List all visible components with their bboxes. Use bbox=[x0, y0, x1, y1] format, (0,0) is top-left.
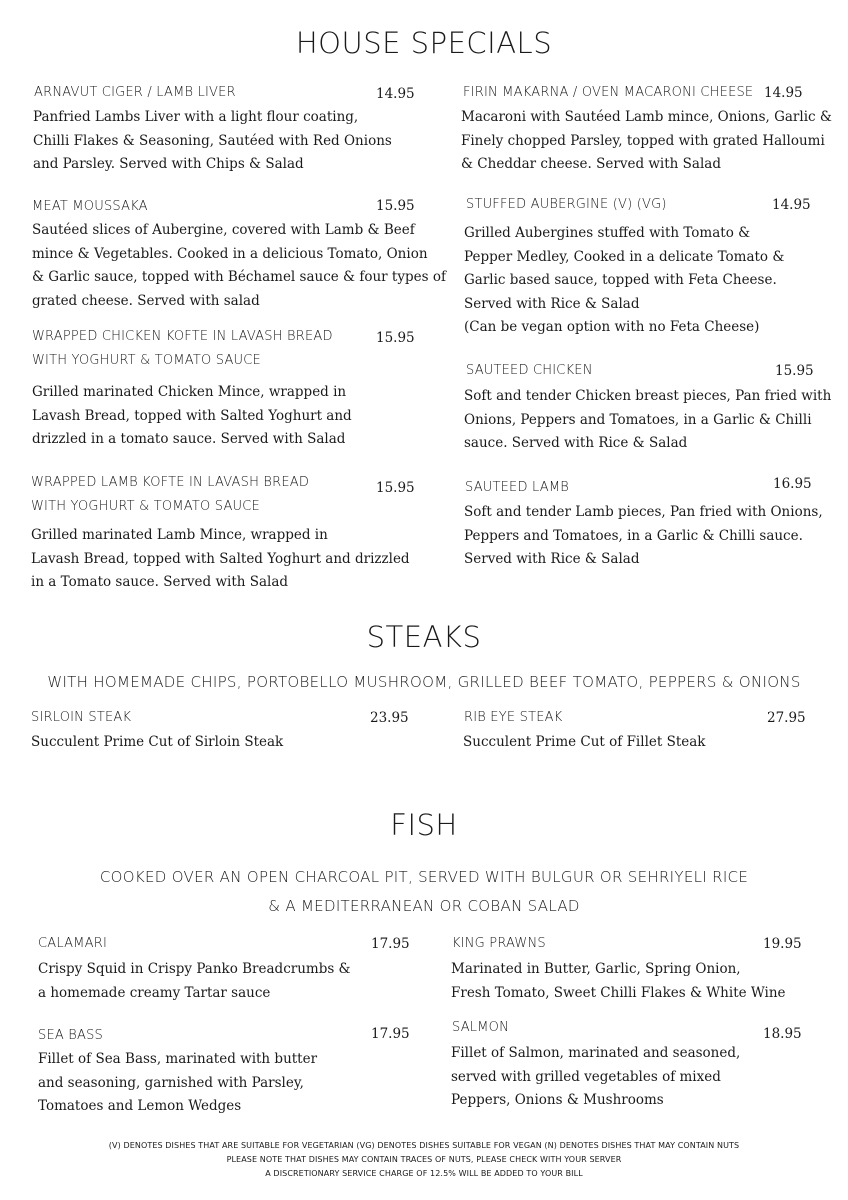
house-specials-title: HOUSE SPECIALS bbox=[295, 26, 553, 60]
footer-notes bbox=[0, 1139, 848, 1181]
steaks-title: STEAKS bbox=[366, 620, 482, 654]
price-lamb-kofte: 15.95 bbox=[376, 480, 415, 496]
dish-name-rib-eye-steak: RIB EYE STEAK bbox=[464, 710, 563, 725]
desc-sirloin-steak: Succulent Prime Cut of Sirloin Steak bbox=[31, 734, 284, 750]
dish-name-chicken-kofte: WRAPPED CHICKEN KOFTE IN LAVASH BREAD WITH YOGHURT & TOMATO SAUCE bbox=[32, 329, 333, 368]
desc-chicken-kofte: Grilled marinated Chicken Mince, wrapped in Lavash Bread, topped with Salted Yoghurt and drizzled in a tomato sauce. Served with Salad bbox=[32, 384, 352, 447]
price-calamari: 17.95 bbox=[371, 936, 410, 952]
price-meat-moussaka: 15.95 bbox=[376, 198, 415, 214]
price-sauteed-chicken: 15.95 bbox=[775, 363, 814, 379]
price-stuffed-aubergine: 14.95 bbox=[772, 197, 811, 213]
dish-name-calamari: CALAMARI bbox=[38, 936, 107, 951]
steaks-subheading: WITH HOMEMADE CHIPS, PORTOBELLO MUSHROOM, GRILLED BEEF TOMATO, PEPPERS & ONIONS bbox=[47, 673, 801, 691]
dish-name-king-prawns: KING PRAWNS bbox=[452, 936, 546, 951]
desc-rib-eye-steak: Succulent Prime Cut of Fillet Steak bbox=[463, 734, 706, 750]
price-lamb-liver: 14.95 bbox=[376, 86, 415, 102]
price-rib-eye-steak: 27.95 bbox=[767, 710, 806, 726]
price-sea-bass: 17.95 bbox=[371, 1026, 410, 1042]
price-salmon: 18.95 bbox=[763, 1026, 802, 1042]
desc-sauteed-chicken: Soft and tender Chicken breast pieces, Pan fried with Onions, Peppers and Tomatoes, in a Garlic & Chilli sauce. Served with Rice & Salad bbox=[464, 388, 832, 451]
footer-service-charge: A DISCRETIONARY SERVICE CHARGE OF 12.5% WILL BE ADDED TO YOUR BILL bbox=[265, 1169, 583, 1178]
dish-name-meat-moussaka: MEAT MOUSSAKA bbox=[32, 199, 148, 214]
dish-name-sea-bass: SEA BASS bbox=[38, 1028, 104, 1043]
desc-king-prawns: Marinated in Butter, Garlic, Spring Onion, Fresh Tomato, Sweet Chilli Flakes & White Wine bbox=[451, 961, 786, 1001]
price-king-prawns: 19.95 bbox=[763, 936, 802, 952]
dish-name-lamb-kofte: WRAPPED LAMB KOFTE IN LAVASH BREAD WITH YOGHURT & TOMATO SAUCE bbox=[31, 475, 310, 514]
dish-name-sauteed-chicken: SAUTEED CHICKEN bbox=[466, 363, 593, 378]
fish-subheading: COOKED OVER AN OPEN CHARCOAL PIT, SERVED WITH BULGUR OR SEHRIYELI RICE & A MEDITERRANEAN OR COBAN SALAD bbox=[99, 868, 749, 915]
desc-sauteed-lamb: Soft and tender Lamb pieces, Pan fried with Onions, Peppers and Tomatoes, in a Garlic & Chilli sauce. Served with Rice & Salad bbox=[464, 504, 823, 567]
dish-name-stuffed-aubergine: STUFFED AUBERGINE (V) (VG) bbox=[466, 197, 667, 212]
price-sauteed-lamb: 16.95 bbox=[773, 476, 812, 492]
desc-oven-macaroni: Macaroni with Sautéed Lamb mince, Onions, Garlic & Finely chopped Parsley, topped with grated Halloumi & Cheddar cheese. Served with Salad bbox=[461, 109, 832, 172]
dish-name-salmon: SALMON bbox=[452, 1020, 510, 1035]
desc-sea-bass: Fillet of Sea Bass, marinated with butter and seasoning, garnished with Parsley, Tomatoes and Lemon Wedges bbox=[38, 1051, 318, 1114]
desc-lamb-kofte: Grilled marinated Lamb Mince, wrapped in Lavash Bread, topped with Salted Yoghurt and drizzled in a Tomato sauce. Served with Salad bbox=[31, 527, 410, 590]
dish-name-lamb-liver: ARNAVUT CIGER / LAMB LIVER bbox=[34, 85, 236, 100]
desc-salmon: Fillet of Salmon, marinated and seasoned, served with grilled vegetables of mixed Peppers, Onions & Mushrooms bbox=[451, 1045, 741, 1108]
desc-calamari: Crispy Squid in Crispy Panko Breadcrumbs & a homemade creamy Tartar sauce bbox=[38, 961, 351, 1001]
dish-name-sauteed-lamb: SAUTEED LAMB bbox=[465, 480, 569, 495]
dish-name-oven-macaroni: FIRIN MAKARNA / OVEN MACARONI CHEESE bbox=[463, 85, 754, 100]
desc-stuffed-aubergine: Grilled Aubergines stuffed with Tomato & Pepper Medley, Cooked in a delicate Tomato & Garlic based sauce, topped with Feta Cheese. Served with Rice & Salad (Can be vegan option with no Feta Cheese) bbox=[464, 225, 785, 335]
price-oven-macaroni: 14.95 bbox=[764, 85, 803, 101]
footer-dietary-key: (V) DENOTES DISHES THAT ARE SUITABLE FOR VEGETARIAN (VG) DENOTES DISHES SUITABLE FOR VEGAN (N) DENOTES DISHES THAT MAY CONTAIN NUTS bbox=[108, 1141, 740, 1150]
footer-nut-warning: PLEASE NOTE THAT DISHES MAY CONTAIN TRACES OF NUTS, PLEASE CHECK WITH YOUR SERVER bbox=[226, 1155, 622, 1164]
desc-meat-moussaka: Sautéed slices of Aubergine, covered with Lamb & Beef mince & Vegetables. Cooked in a delicious Tomato, Onion & Garlic sauce, topped with Béchamel sauce & four types of grated cheese. Served with salad bbox=[32, 222, 446, 309]
price-chicken-kofte: 15.95 bbox=[376, 330, 415, 346]
dish-name-sirloin-steak: SIRLOIN STEAK bbox=[31, 710, 132, 725]
price-sirloin-steak: 23.95 bbox=[370, 710, 409, 726]
fish-title: FISH bbox=[390, 808, 458, 842]
desc-lamb-liver: Panfried Lambs Liver with a light flour coating, Chilli Flakes & Seasoning, Sautéed with Red Onions and Parsley. Served with Chips & Salad bbox=[33, 109, 392, 172]
